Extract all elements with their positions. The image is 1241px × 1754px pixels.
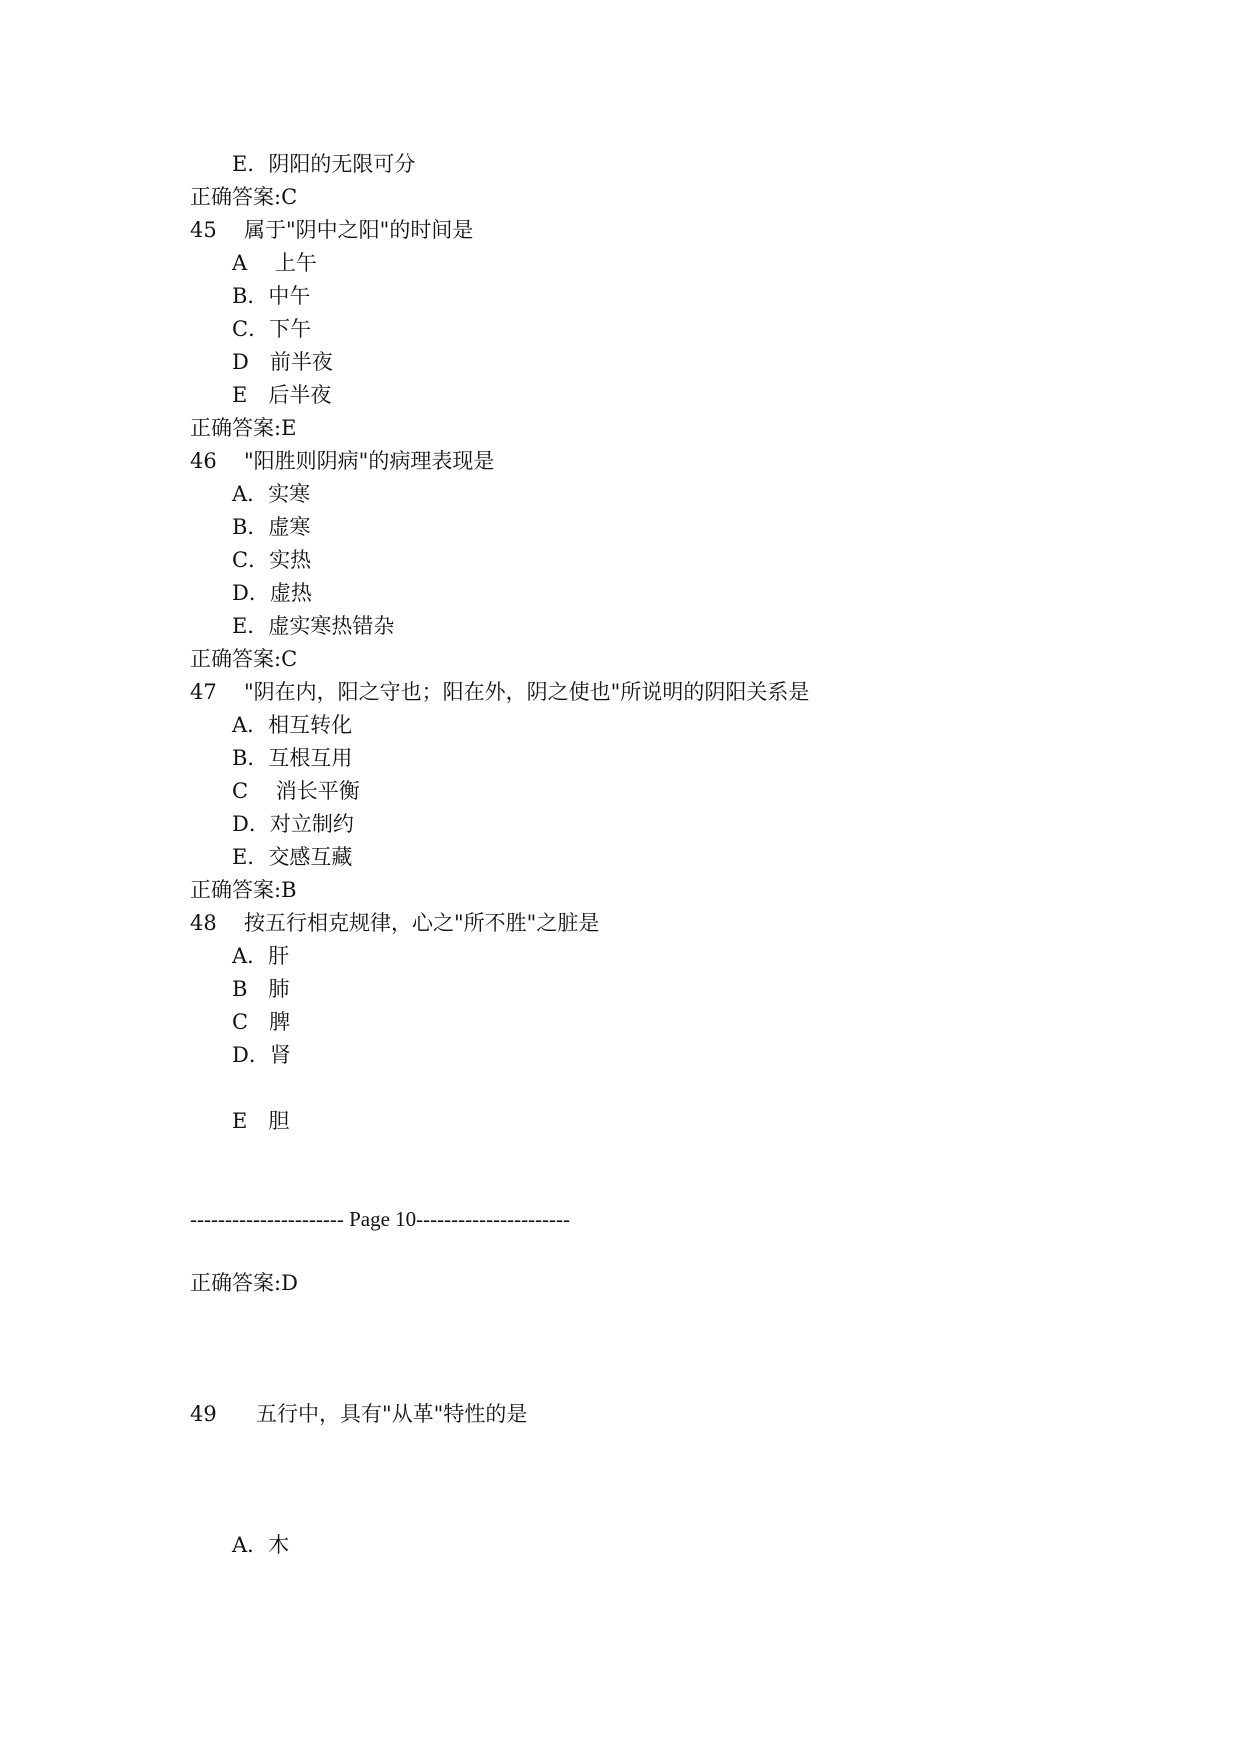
option-c-q45: C．下午 [232,317,312,341]
option-c-q48: C 脾 [232,1010,291,1034]
question-number: 49 [190,1402,217,1426]
option-e-q44: E．阴阳的无限可分 [232,152,416,176]
option-a-q46: A．实寒 [232,482,311,506]
question-text: "阳胜则阴病"的病理表现是 [244,449,495,473]
question-45 [190,220,473,241]
option-e-q48: E 胆 [232,1109,290,1133]
question-47 [190,682,809,703]
question-number: 47 [190,680,217,704]
option-c-q46: C．实热 [232,548,312,572]
option-c-q47: C 消长平衡 [232,779,360,803]
option-b-q45: B．中午 [232,284,311,308]
answer-q44: 正确答案:C [190,185,298,209]
page-divider: ---------------------- Page 10---------------------- [190,1207,571,1231]
option-e-q47: E．交感互藏 [232,845,353,869]
option-b-q47: B．互根互用 [232,746,353,770]
option-b-q46: B．虚寒 [232,515,311,539]
question-text: 按五行相克规律，心之"所不胜"之脏是 [244,911,600,935]
question-number: 45 [190,218,217,242]
question-48 [190,913,599,934]
question-text: 五行中，具有"从革"特性的是 [256,1402,528,1426]
question-number: 48 [190,911,217,935]
option-e-q45: E 后半夜 [232,383,332,407]
option-d-q47: D．对立制约 [232,812,354,836]
option-a-q49: A．木 [232,1533,290,1557]
question-46 [190,451,494,472]
option-a-q47: A．相互转化 [232,713,353,737]
question-text: 属于"阴中之阳"的时间是 [244,218,474,242]
question-number: 46 [190,449,217,473]
answer-q46: 正确答案:C [190,647,298,671]
question-text: "阴在内，阳之守也；阳在外，阴之使也"所说明的阴阳关系是 [244,680,810,704]
option-a-q45: A 上午 [232,251,317,275]
option-d-q45: D 前半夜 [232,350,333,374]
option-a-q48: A．肝 [232,944,290,968]
answer-q48: 正确答案:D [190,1271,298,1295]
option-d-q46: D．虚热 [232,581,312,605]
option-d-q48: D．肾 [232,1043,291,1067]
option-b-q48: B 肺 [232,977,290,1001]
option-e-q46: E．虚实寒热错杂 [232,614,395,638]
answer-q47: 正确答案:B [190,878,297,902]
question-49 [190,1404,527,1425]
answer-q45: 正确答案:E [190,416,297,440]
